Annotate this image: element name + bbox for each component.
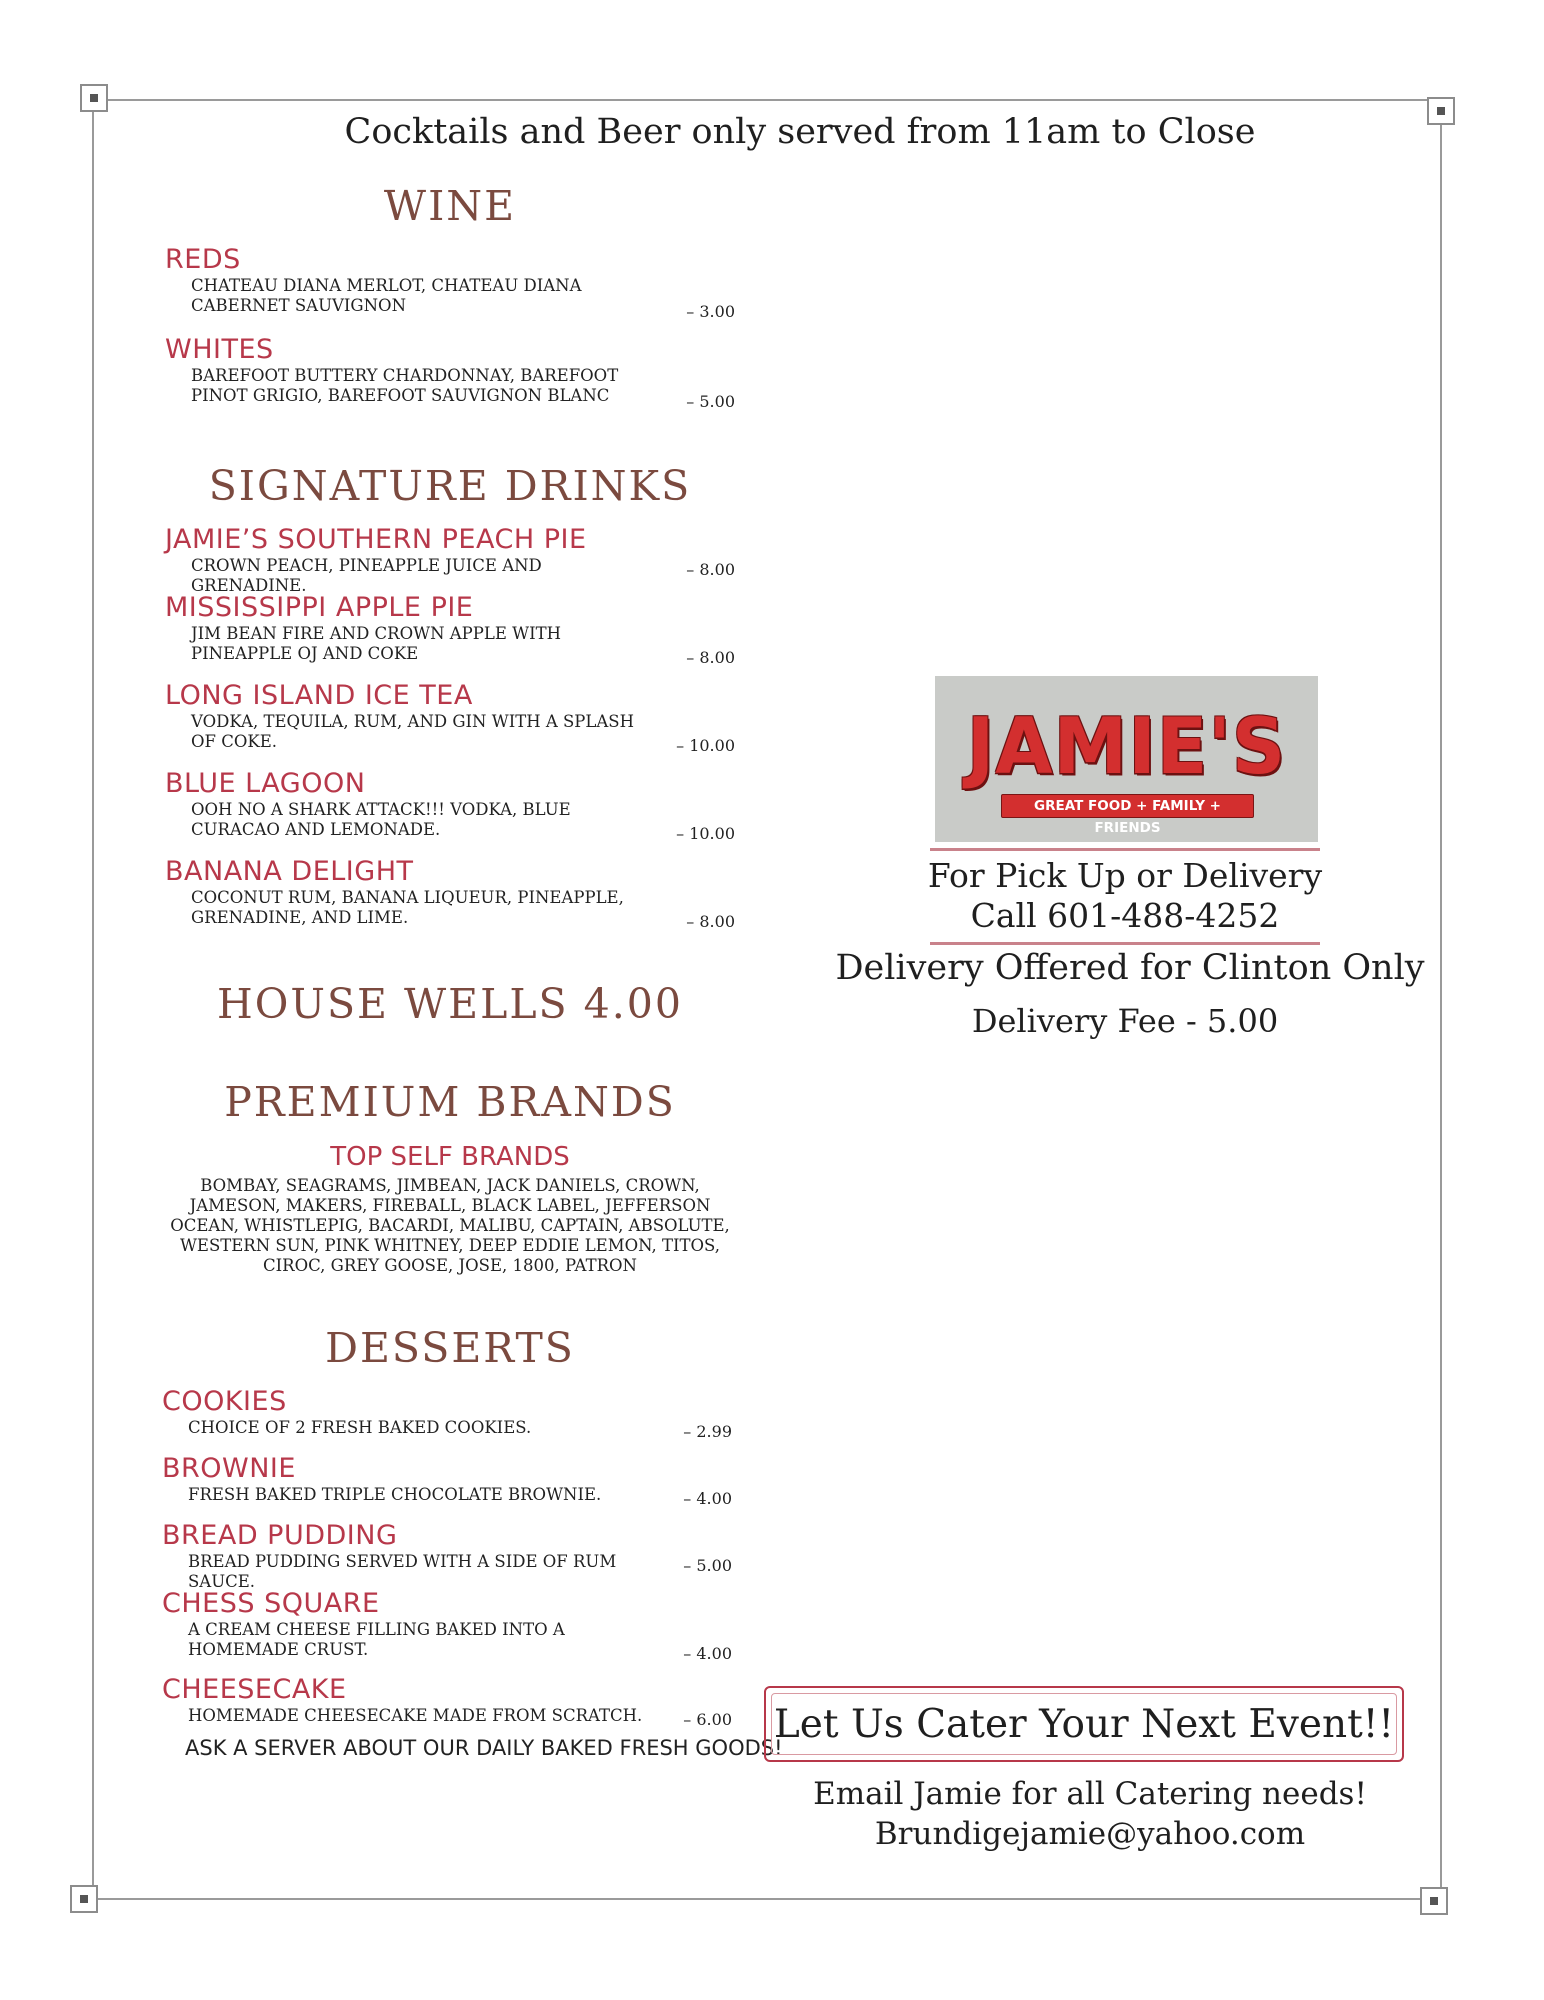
menu-item	[165, 334, 735, 411]
menu-item	[165, 856, 735, 931]
item-price: – 5.00	[683, 1556, 732, 1575]
corner-marker-top-left	[80, 84, 108, 112]
item-price: – 2.99	[683, 1422, 732, 1441]
menu-item	[165, 592, 735, 667]
item-name: JAMIE’S SOUTHERN PEACH PIE	[165, 524, 587, 555]
item-name: BROWNIE	[162, 1453, 296, 1484]
menu-item	[165, 244, 735, 321]
signature-drinks-heading: SIGNATURE DRINKS	[208, 462, 692, 510]
phone-number-line: Call 601-488-4252	[970, 896, 1280, 935]
catering-banner-text: Let Us Cater Your Next Event!!	[773, 1701, 1395, 1747]
item-description: VODKA, TEQUILA, RUM, AND GIN WITH A SPLASH OF COKE.	[191, 712, 634, 751]
item-description: BAREFOOT BUTTERY CHARDONNAY, BAREFOOT PINOT GRIGIO, BAREFOOT SAUVIGNON BLANC	[191, 366, 619, 405]
item-price: – 10.00	[676, 736, 735, 755]
menu-item	[165, 524, 735, 596]
item-price: – 10.00	[676, 824, 735, 843]
item-name: BANANA DELIGHT	[165, 856, 414, 887]
corner-marker-top-right	[1427, 97, 1455, 125]
top-shelf-brands-subheading: TOP SELF BRANDS	[330, 1142, 570, 1172]
frame-left-line	[92, 100, 94, 1900]
item-name: WHITES	[165, 334, 274, 365]
pickup-delivery-line: For Pick Up or Delivery	[927, 856, 1323, 895]
item-description: A CREAM CHEESE FILLING BAKED INTO A HOMEMADE CRUST.	[188, 1620, 565, 1659]
menu-item	[162, 1520, 732, 1592]
menu-item	[162, 1453, 732, 1508]
item-description: JIM BEAN FIRE AND CROWN APPLE WITH PINEAPPLE OJ AND COKE	[191, 624, 562, 663]
item-price: – 8.00	[686, 912, 735, 931]
item-name: BREAD PUDDING	[162, 1520, 398, 1551]
item-price: – 5.00	[686, 392, 735, 411]
brands-list: BOMBAY, SEAGRAMS, JIMBEAN, JACK DANIELS, CROWN, JAMESON, MAKERS, FIREBALL, BLACK LABEL, JEFFERSON OCEAN, WHISTLEPIG, BACARDI, MALIBU, CAPTAIN, ABSOLUTE, WESTERN SUN, PINK WHITNEY, DEEP EDDIE LEMON, TITOS, CIROC, GREY GOOSE, JOSE, 1800, PATRON	[170, 1176, 730, 1275]
item-name: COOKIES	[162, 1386, 287, 1417]
item-name: MISSISSIPPI APPLE PIE	[165, 592, 474, 623]
jamies-logo	[935, 676, 1318, 842]
item-price: – 4.00	[683, 1644, 732, 1663]
item-price: – 3.00	[686, 302, 735, 321]
frame-top-line	[92, 99, 1442, 101]
menu-item	[162, 1674, 732, 1729]
item-description: COCONUT RUM, BANANA LIQUEUR, PINEAPPLE, GRENADINE, AND LIME.	[191, 888, 624, 927]
item-description: CHOICE OF 2 FRESH BAKED COOKIES.	[188, 1418, 532, 1437]
divider-bottom	[930, 942, 1320, 945]
item-name: BLUE LAGOON	[165, 768, 366, 799]
catering-email-address[interactable]: Brundigejamie@yahoo.com	[874, 1816, 1306, 1852]
delivery-area-line: Delivery Offered for Clinton Only	[835, 948, 1425, 988]
catering-banner	[764, 1686, 1404, 1762]
item-description: FRESH BAKED TRIPLE CHOCOLATE BROWNIE.	[188, 1485, 602, 1504]
item-description: HOMEMADE CHEESECAKE MADE FROM SCRATCH.	[188, 1706, 643, 1725]
catering-email-instruction: Email Jamie for all Catering needs!	[813, 1776, 1367, 1812]
item-description: BREAD PUDDING SERVED WITH A SIDE OF RUM SAUCE.	[188, 1552, 617, 1591]
item-description: CROWN PEACH, PINEAPPLE JUICE AND GRENADINE.	[191, 556, 542, 595]
menu-item	[165, 768, 735, 843]
item-price: – 8.00	[686, 560, 735, 579]
menu-item	[162, 1588, 732, 1663]
item-description: CHATEAU DIANA MERLOT, CHATEAU DIANA CABERNET SAUVIGNON	[191, 276, 582, 315]
frame-bottom-line	[90, 1898, 1440, 1900]
divider-top	[930, 848, 1320, 851]
delivery-fee-line: Delivery Fee - 5.00	[971, 1002, 1279, 1040]
item-name: REDS	[165, 244, 241, 275]
item-price: – 8.00	[686, 648, 735, 667]
desserts-heading: DESSERTS	[325, 1324, 575, 1372]
logo-wordmark: JAMIE'S	[966, 701, 1287, 793]
item-name: CHESS SQUARE	[162, 1588, 380, 1619]
service-hours-note: Cocktails and Beer only served from 11am to Close	[344, 112, 1256, 152]
frame-right-line	[1440, 112, 1442, 1900]
menu-item	[165, 680, 735, 755]
item-name: CHEESECAKE	[162, 1674, 347, 1705]
item-name: LONG ISLAND ICE TEA	[165, 680, 473, 711]
daily-baked-goods-note: ASK A SERVER ABOUT OUR DAILY BAKED FRESH GOODS!	[185, 1736, 783, 1760]
corner-marker-bottom-left	[70, 1885, 98, 1913]
house-wells-heading: HOUSE WELLS 4.00	[217, 980, 683, 1028]
wine-heading: WINE	[383, 182, 517, 230]
menu-item	[162, 1386, 732, 1441]
item-description: OOH NO A SHARK ATTACK!!! VODKA, BLUE CURACAO AND LEMONADE.	[191, 800, 571, 839]
item-price: – 6.00	[683, 1710, 732, 1729]
premium-brands-heading: PREMIUM BRANDS	[224, 1078, 676, 1126]
corner-marker-bottom-right	[1420, 1887, 1448, 1915]
item-price: – 4.00	[683, 1489, 732, 1508]
logo-tagline: GREAT FOOD + FAMILY + FRIENDS	[1001, 794, 1254, 818]
